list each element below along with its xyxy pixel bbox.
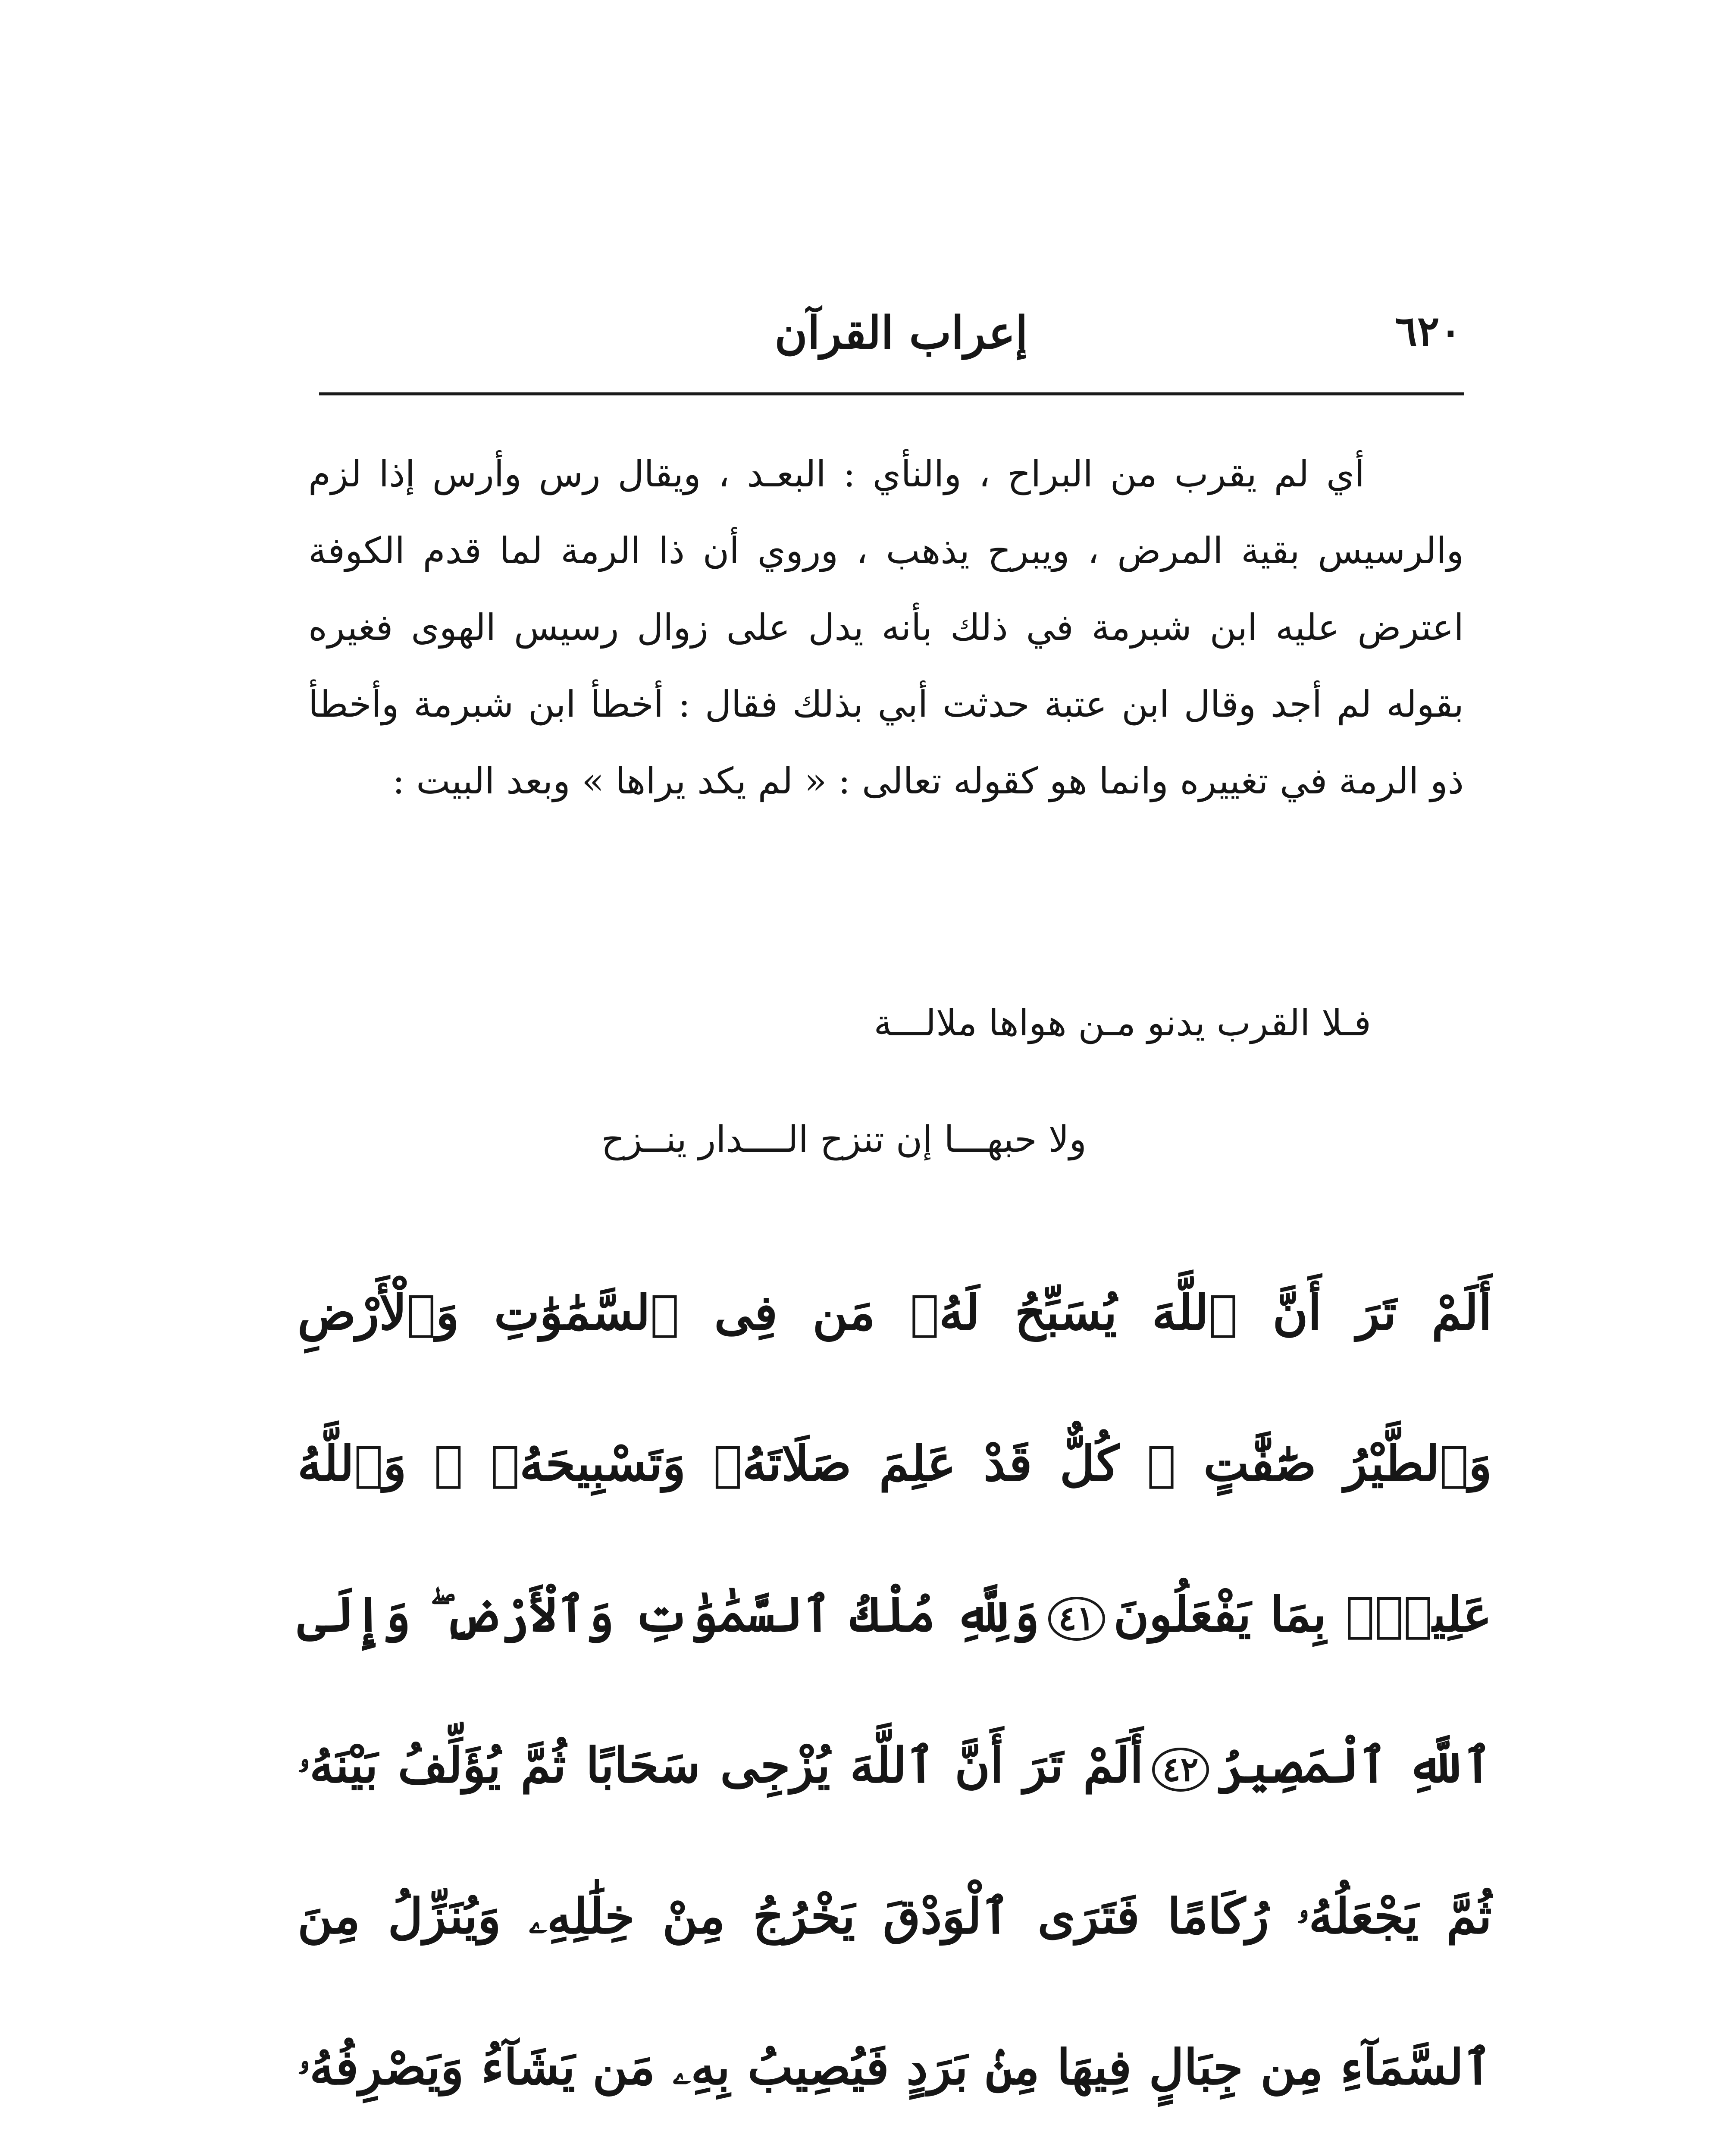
ayah-number-mark: ٤١ <box>1048 1597 1105 1641</box>
poetry-line-1: فـلا القرب يدنو مـن هواها ملالـــة <box>874 1002 1371 1044</box>
quran-ayah-42: وَلِلَّهِ مُلْكُ ٱلسَّمَٰوَٰتِ وَٱلْأَرْضِ ۖ وَإِلَى ٱللَّهِ ٱلْمَصِيرُ <box>298 1586 1492 1794</box>
quran-ayah-41: أَلَمْ تَرَ أَنَّ ٱللَّهَ يُسَبِّحُ لَهُۥ مَن فِى ٱلسَّمَٰوَٰتِ وَٱلْأَرْضِ وَٱلطَّيْرُ صَٰٓفَّٰتٍ ۖ كُلٌّ قَدْ عَلِمَ صَلَاتَهُۥ وَتَسْبِيحَهُۥ ۗ وَٱللَّهُ عَلِيمٌۢ بِمَا يَفْعَلُونَ <box>298 1285 1492 1643</box>
poetry-line-2: ولا حبهـــا إن تنزح الــــدار ينــزح <box>601 1118 1087 1160</box>
page-header <box>319 298 1462 397</box>
page-number: ٦٢٠ <box>1395 307 1462 355</box>
quran-ayah-43: أَلَمْ تَرَ أَنَّ ٱللَّهَ يُزْجِى سَحَابًا ثُمَّ يُؤَلِّفُ بَيْنَهُۥ ثُمَّ يَجْعَلُهُۥ رُكَامًا فَتَرَى ٱلْوَدْقَ يَخْرُجُ مِنْ خِلَٰلِهِۦ وَيُنَزِّلُ مِنَ ٱلسَّمَآءِ مِن جِبَالٍ فِيهَا مِنۢ بَرَدٍ فَيُصِيبُ بِهِۦ مَن يَشَآءُ وَيَصْرِفُهُۥ <box>298 1737 1492 2096</box>
ayah-number-mark: ٤٢ <box>1152 1748 1209 1792</box>
commentary-paragraph: أي لم يقرب من البراح ، والنأي : البعـد ، ويقال رس وأرس إذا لزم والرسيس بقية المرض ، ويبرح يذهب ، وروي أن ذا الرمة لما قدم الكوفة اعترض عليه ابن شبرمة في ذلك بأنه يدل على زوال رسيس الهوى فغيره بقوله لم أجد وقال ابن عتبة حدثت أبي بذلك فقال : أخطأ ابن شبرمة وأخطأ ذو الرمة في تغييره وانما هو كقوله تعالى : « لم يكد يراها » وبعد البيت : <box>308 453 1464 802</box>
header-rule <box>319 392 1464 395</box>
quran-text <box>298 1238 1492 2156</box>
running-title: إعراب القرآن <box>774 306 1028 359</box>
quran-paragraph <box>298 1238 1492 2156</box>
commentary-text <box>308 436 1464 819</box>
